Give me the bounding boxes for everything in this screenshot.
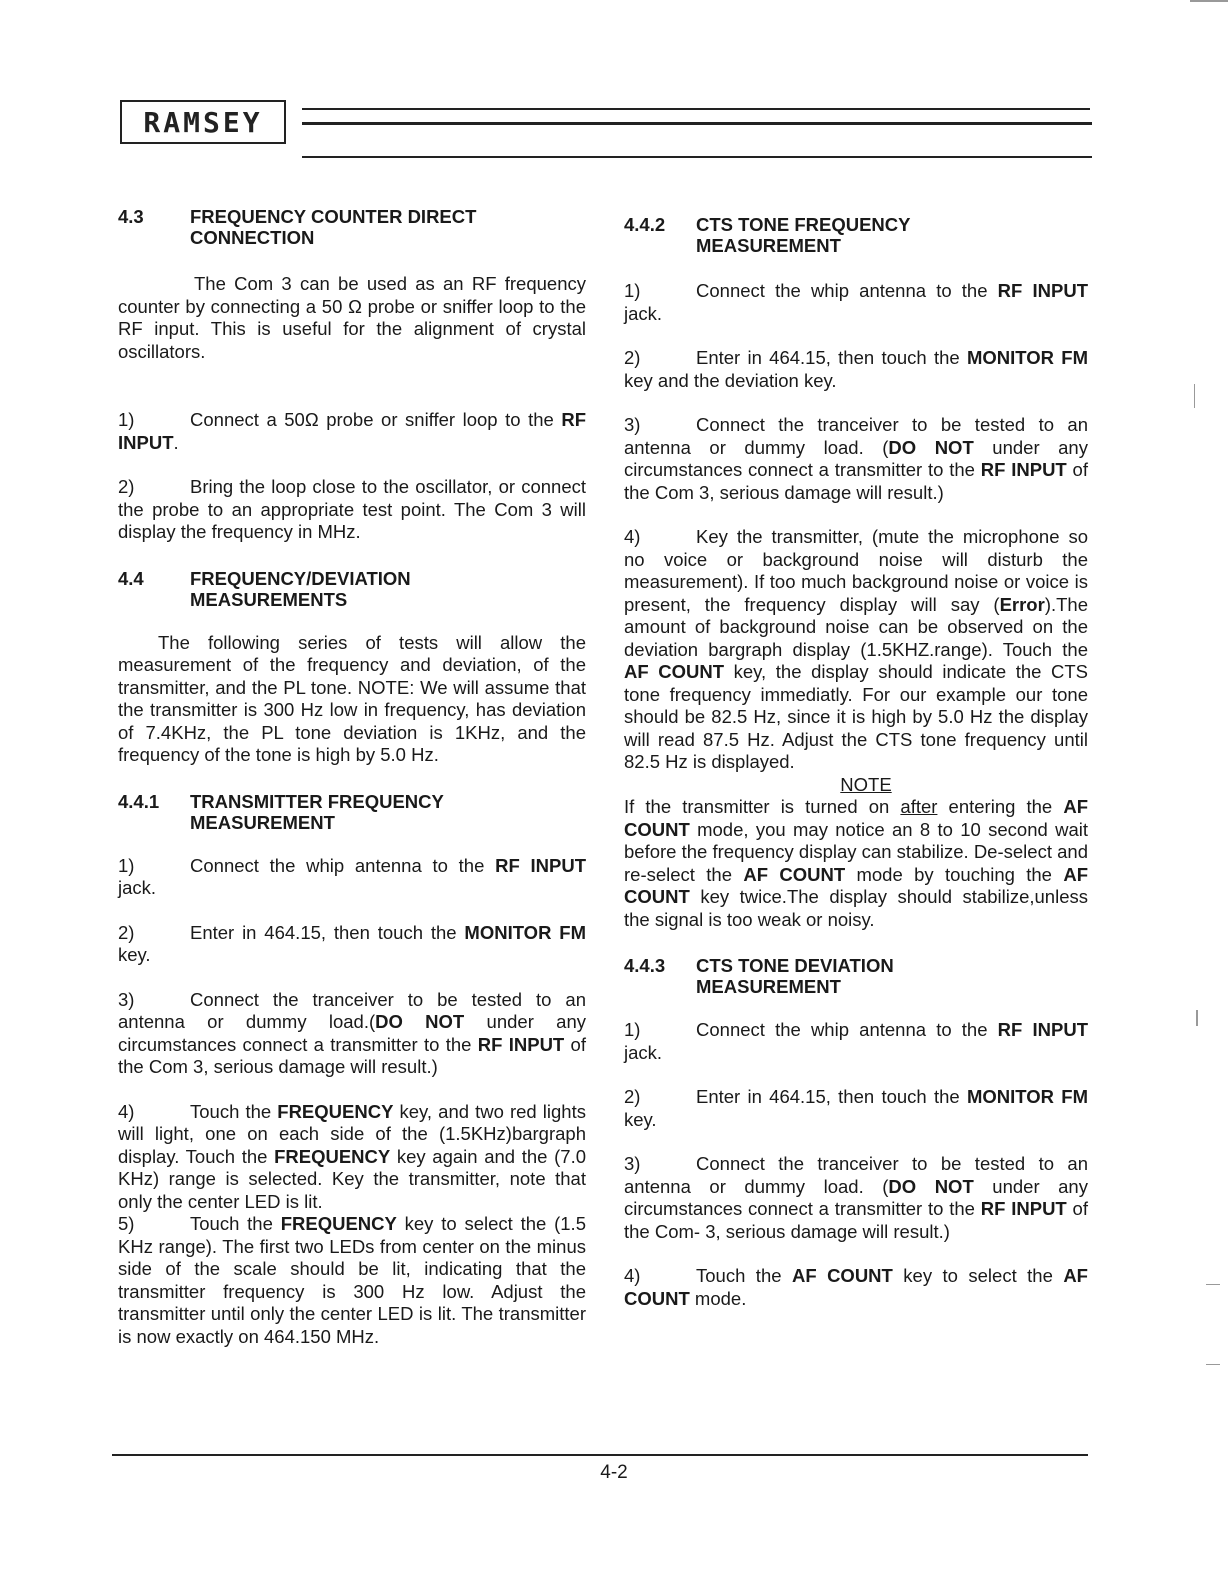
note-bold: AF COUNT [743, 863, 846, 885]
step-text: jack. [118, 877, 157, 898]
step-text: key to select the [892, 1265, 1064, 1286]
step-number: 4) [624, 526, 641, 547]
header-rule-top [302, 108, 1090, 110]
step-bold: FREQUENCY [274, 1145, 391, 1167]
step-text: of the Com 3, serious damage will result.) [624, 459, 1088, 503]
note-text: If the transmitter is turned on [624, 796, 901, 817]
section-number: 4.4.2 [624, 214, 666, 235]
s443-step-4 [624, 1265, 1088, 1310]
section-title: FREQUENCY/DEVIATION MEASUREMENTS [190, 567, 411, 610]
note-text: mode, you may notice an 8 to 10 second wait before the frequency display can stabilize. De-select and re-select the [624, 818, 1088, 885]
step-number: 1) [624, 1019, 641, 1040]
s44-intro: The following series of tests will allow the measurement of the frequency and deviation, of the transmitter, and the PL tone. NOTE: We will assume that the transmitter is 300 Hz low in frequency, has deviation of 7.4KHz, the PL tone deviation is 1KHz, and the frequency of the tone is high by 5.0 Hz. [118, 631, 586, 765]
section-title: FREQUENCY COUNTER DIRECT CONNECTION [190, 206, 477, 248]
section-title: CTS TONE FREQUENCY MEASUREMENT [696, 214, 911, 256]
step-text: Enter in 464.15, then touch the [696, 347, 967, 368]
step-number: 5) [118, 1213, 135, 1234]
step-bold: RF INPUT [997, 280, 1088, 301]
step-text: Connect the whip antenna to the [696, 280, 998, 301]
step-number: 1) [118, 409, 135, 430]
note-text: mode by touching the [845, 863, 1064, 885]
step-text: Touch the [190, 1213, 281, 1234]
logo-text: RAMSEY [143, 105, 263, 139]
step-text: . [173, 431, 179, 453]
s442-step-3 [624, 414, 1088, 504]
step-bold: DO NOT [888, 1175, 974, 1197]
step-number: 2) [118, 476, 135, 497]
step-number: 2) [624, 347, 641, 368]
header-rule-bottom [302, 156, 1092, 158]
step-text: Connect the whip antenna to the [696, 1019, 998, 1040]
step-text: key. [624, 1108, 657, 1130]
section-4-4-1-heading [118, 791, 586, 833]
step-text: key, the display should indicate the CTS tone frequency immediatly. For our example our tone should be 82.5 Hz, since it is high by 5.0 Hz the display will read 87.5 Hz. Adjust the CTS tone frequency until 82.5 Hz is displayed. [624, 661, 1088, 772]
step-text: of the Com 3, serious damage will result.) [118, 1033, 586, 1077]
page-number: 4-2 [600, 1462, 628, 1483]
s43-step-1 [118, 409, 586, 454]
s43-intro: The Com 3 can be used as an RF frequency counter by connecting a 50 Ω probe or sniffer loop to the RF input. This is useful for the alignment of crystal oscillators. [118, 273, 586, 362]
step-text: under any circumstances connect a transmitter to the [624, 1175, 1088, 1219]
step-bold: MONITOR FM [966, 1086, 1088, 1107]
s43-step-2 [118, 476, 586, 544]
s442-step-1 [624, 280, 1088, 325]
note-bold: AF COUNT [624, 863, 1088, 907]
step-bold: FREQUENCY [277, 1100, 394, 1122]
step-text: key and the deviation key. [624, 369, 837, 391]
step-bold: RF INPUT [118, 409, 586, 453]
step-bold: MONITOR FM [966, 347, 1088, 368]
section-number: 4.3 [118, 206, 144, 227]
step-text: Touch the [696, 1265, 792, 1286]
section-number: 4.4.1 [118, 790, 160, 812]
section-title: CTS TONE DEVIATION MEASUREMENT [696, 955, 894, 997]
step-text: jack. [624, 1041, 663, 1063]
step-bold: DO NOT [888, 436, 974, 458]
s441-step-3 [118, 989, 586, 1079]
step-text: mode. [689, 1287, 747, 1309]
note-text: key twice.The display should stabilize,unless the signal is too weak or noisy. [624, 886, 1088, 930]
note-heading: NOTE [840, 773, 892, 795]
step-text: Connect the whip antenna to the [190, 854, 496, 876]
note-bold: AF COUNT [624, 796, 1088, 840]
step-text: key again and the (7.0 KHz) range is selected. Key the transmitter, note that only the center LED is lit. [118, 1145, 586, 1212]
scan-mark [1206, 1364, 1220, 1365]
step-bold: Error [999, 593, 1045, 615]
section-4-4-2-heading [624, 214, 1088, 256]
note-body [624, 796, 1088, 931]
step-text: key, and two red lights will light, one on each side of the (1.5KHz)bargraph display. Touch the [118, 1100, 586, 1167]
step-text: under any circumstances connect a transmitter to the [624, 436, 1088, 480]
section-4-4-3-heading [624, 955, 1088, 997]
step-number: 3) [118, 988, 135, 1010]
scan-mark [1190, 0, 1228, 2]
s441-step-5 [118, 1213, 586, 1348]
s442-step-2 [624, 347, 1088, 392]
step-number: 2) [624, 1086, 641, 1107]
ramsey-logo [120, 100, 286, 144]
s443-step-2 [624, 1086, 1088, 1131]
step-text: Enter in 464.15, then touch the [190, 921, 465, 943]
section-4-3-heading [118, 206, 586, 248]
s441-step-2 [118, 922, 586, 967]
section-number: 4.4 [118, 567, 144, 589]
step-bold: DO NOT [375, 1011, 465, 1032]
section-title: TRANSMITTER FREQUENCY MEASUREMENT [190, 790, 444, 833]
step-bold: RF INPUT [997, 1019, 1088, 1040]
step-text: ).The amount of background noise can be observed on the deviation bargraph display (1.5KHZ.range). Touch the [624, 593, 1088, 660]
step-text: jack. [624, 302, 663, 324]
scan-mark [1206, 1284, 1220, 1285]
step-number: 3) [624, 1153, 641, 1174]
step-bold: AF COUNT [791, 1265, 893, 1286]
step-text: key to select the (1.5 KHz range). The first two LEDs from center on the minus side of the scale should be lit, indicating that the transmitter frequency is 300 Hz low. Adjust the transmitter until only the center LED is lit. The transmitter is now exactly on 464.150 MHz. [118, 1213, 586, 1347]
step-text: Bring the loop close to the oscillator, or connect the probe to an appropriate test point. The Com 3 will display the frequency in MHz. [118, 476, 586, 542]
step-text: Key the transmitter, (mute the microphone so no voice or background noise will disturb the measurement). If too much background noise or voice is present, the frequency display will say ( [624, 526, 1088, 615]
step-bold: AF COUNT [624, 1265, 1088, 1309]
step-number: 4) [624, 1265, 641, 1286]
s441-step-4 [118, 1101, 586, 1214]
step-number: 4) [118, 1100, 135, 1122]
step-bold: AF COUNT [624, 661, 725, 682]
step-number: 2) [118, 921, 135, 943]
left-column [118, 206, 586, 1348]
step-bold: MONITOR FM [464, 921, 586, 943]
right-column [624, 214, 1088, 1310]
s443-step-1 [624, 1019, 1088, 1064]
step-text: Touch the [190, 1100, 278, 1122]
step-number: 1) [624, 280, 641, 301]
step-text: Connect the tranceiver to be tested to an antenna or dummy load. ( [624, 414, 1088, 458]
scan-mark [1196, 1010, 1198, 1026]
step-text: under any circumstances connect a transmitter to the [118, 1011, 586, 1055]
step-text: Connect the tranceiver to be tested to an antenna or dummy load.( [118, 988, 586, 1032]
s442-step-4 [624, 526, 1088, 774]
step-text: Enter in 464.15, then touch the [696, 1086, 967, 1107]
note-underlined: after [900, 796, 938, 817]
step-bold: RF INPUT [477, 1033, 565, 1055]
step-number: 1) [118, 854, 135, 876]
footer-rule [112, 1454, 1088, 1456]
step-bold: FREQUENCY [280, 1213, 397, 1234]
step-text: of the Com- 3, serious damage will result.) [624, 1198, 1088, 1242]
step-bold: RF INPUT [980, 459, 1067, 480]
step-number: 3) [624, 414, 641, 435]
s441-step-1 [118, 855, 586, 900]
step-text: Connect the tranceiver to be tested to an antenna or dummy load. ( [624, 1153, 1088, 1197]
header-rule-mid [302, 122, 1092, 125]
note-text: entering the [937, 796, 1064, 817]
step-text: key. [118, 944, 151, 965]
s443-step-3 [624, 1153, 1088, 1243]
step-text: Connect a 50Ω probe or sniffer loop to the [190, 409, 562, 430]
section-number: 4.4.3 [624, 955, 666, 976]
step-bold: RF INPUT [980, 1198, 1067, 1219]
step-bold: RF INPUT [495, 854, 586, 876]
scan-mark [1194, 384, 1195, 408]
section-4-4-heading [118, 568, 586, 610]
